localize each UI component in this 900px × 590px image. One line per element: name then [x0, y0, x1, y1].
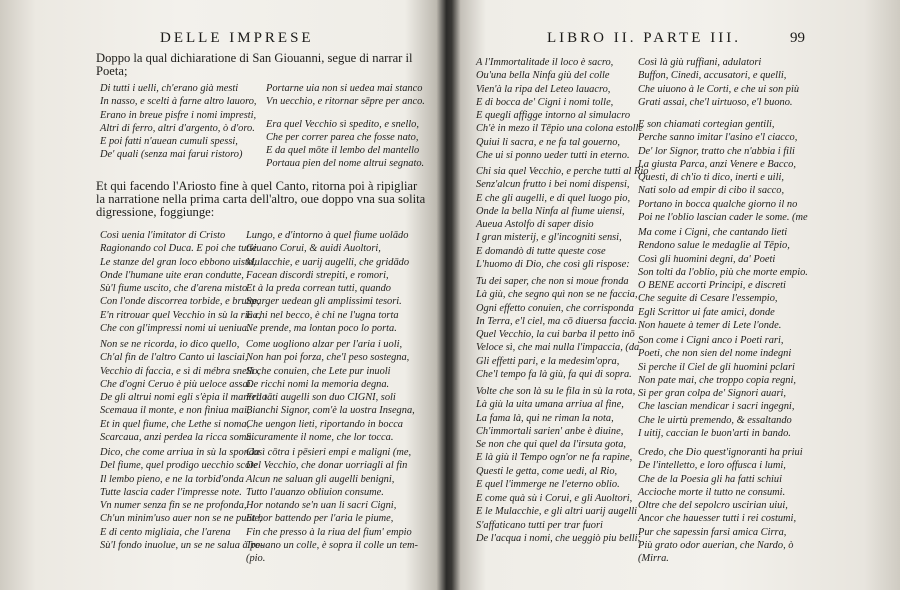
verse-line: Credo, che Dio quest'ignoranti ha priui	[638, 447, 803, 458]
verse-line: Portarne uia non si uedea mai stanco	[266, 83, 423, 94]
verse-line: Sù'l fiume uscito, che d'arena misto	[100, 283, 248, 294]
verse-line: Così uenia l'imitator di Cristo	[100, 230, 226, 241]
verse-line: Ancor che hauesser tutti i rei costumi,	[638, 513, 797, 525]
verse-line: Con l'onde discorrea torbide, e brutte,	[100, 296, 260, 308]
verse-line: Alcun ne saluan gli augelli benigni,	[246, 473, 395, 485]
verse-line: Egli Scrittor ui fate amici, donde	[638, 306, 775, 318]
verse-line: Hor notando se'n uan li sacri Cigni,	[246, 500, 397, 511]
verse-line: Che de la Poesia gli ha fatti schiui	[638, 473, 783, 485]
verse-line: Del fiume, quel prodigo uecchio scote	[100, 460, 258, 472]
page-number: 99	[790, 30, 805, 46]
right-running-head: LIBRO II. PARTE III.	[547, 30, 741, 46]
verse-line: E poi fatti n'auean cumuli spessi,	[100, 136, 238, 147]
verse-line: Facean discordi strepiti, e romori,	[246, 269, 389, 281]
verse-line: Ma come i Cigni, che cantando lieti	[638, 227, 788, 238]
verse-line: Ogni effetto conuien, che corrisponda	[476, 302, 634, 314]
verse-line: Accioche morte il tutto ne consumi.	[638, 486, 786, 498]
verse-line: Et à la preda correan tutti, quando	[246, 283, 391, 294]
verse-line: Se non che qui quel da l'irsuta gota,	[476, 439, 626, 450]
verse-line: Questi, di ch'io ti dico, inerti e uili,	[638, 172, 784, 183]
verse-line: Ch'è in mezo il Tēpio una colona estolle	[476, 123, 644, 135]
verse-line: Tutte lascia cader l'impresse note.	[100, 486, 242, 498]
verse-line: Sù'l fondo inuolue, un se ne salua à pe-	[100, 539, 264, 551]
verse-line: Sicuramente il nome, che lor tocca.	[246, 431, 394, 443]
verse-stanza-left-f	[246, 446, 438, 565]
verse-stanza-left-a	[100, 229, 261, 335]
verse-stanza-left-e	[100, 446, 264, 552]
verse-line: Lungo, e d'intorno à quel fiume uolādo	[246, 230, 409, 241]
verse-line: E che gli augelli, e di quel luogo pio,	[476, 192, 631, 204]
verse-stanza-right-c	[476, 275, 640, 381]
verse-line: Oltre che del sepolcro uscirian uiui,	[638, 500, 788, 511]
verse-line: Son come i Cigni anco i Poeti rari,	[638, 335, 784, 346]
verse-line: Scemaua il monte, e non finiua mai,	[100, 405, 250, 417]
verse-line: Che con gl'impressi nomi ui ueniua.	[100, 322, 250, 334]
verse-line: E'n ritrouar quel Vecchio in sù la riua,	[100, 309, 261, 321]
verse-line: In Terra, e'l ciel, ma cō diuersa faccia.	[476, 315, 638, 327]
verse-line: I gran misterij, e gl'incogniti sensi,	[476, 232, 622, 244]
verse-line: Volte che son là su le fila in sù la rota,	[476, 386, 636, 397]
verse-line: Che ui si ponno ueder tutti in eterno.	[476, 149, 630, 161]
verse-line: S'affaticano tutti per trar fuori	[476, 519, 603, 531]
verse-line: Scarcaua, anzi perdea la ricca soma.	[100, 431, 255, 443]
intro-paragraph: Doppo la qual dichiaratione di San Giouanni, segue di narrar il Poeta;	[96, 51, 413, 78]
verse-stanza-left-d	[246, 338, 438, 444]
verse-line: Che uiuono à le Corti, e che ui son più	[638, 83, 800, 95]
verse-line: Poeti, che non sien del nome indegni	[638, 348, 792, 360]
verse-line: Fra tāti augelli son duo CIGNI, soli	[246, 392, 396, 403]
verse-line: Grati assai, che'l uirtuoso, e'l buono.	[638, 96, 793, 108]
verse-line: De' quali (senza mai farui ristoro)	[100, 149, 243, 161]
verse-line: Là giù la uita umana arriua al fine,	[476, 399, 624, 411]
verse-line: Portano in bocca qualche giorno il no	[638, 198, 798, 210]
verse-line: Che lascian mendicar i sacri ingegni,	[638, 401, 795, 413]
verse-line: E di cento migliaia, che l'arena	[100, 526, 231, 538]
verse-stanza-right-i	[638, 334, 810, 440]
verse-line: Vn uecchio, e ritornar sēpre per anco.	[266, 96, 425, 108]
verse-line: Che uengon lieti, riportando in bocca	[246, 418, 403, 430]
verse-line: Onde la bella Ninfa al fiume uiensi,	[476, 205, 625, 217]
verse-line: E là giù il Tempo ogn'or ne fa rapine,	[476, 452, 633, 464]
verse-line: Come uogliono alzar per l'aria i uoli,	[246, 339, 403, 350]
right-page	[452, 0, 900, 590]
verse-line: Ch'un minim'uso auer non se ne puote,	[100, 513, 262, 525]
verse-line: Le stanze del gran loco ebbono uisto,	[100, 256, 256, 268]
verse-line: Onde l'humane uite eran condutte,	[100, 269, 244, 281]
verse-line: E come quà sù i Corui, e gli Auoltori,	[476, 493, 633, 504]
verse-line: Vn numer senza fin se ne profonda,	[100, 500, 247, 511]
verse-line: Vecchio di faccia, e sì di mébra snello,	[100, 365, 261, 377]
verse-line: Poi ne l'oblio lascian cader le some. (me	[638, 211, 808, 223]
verse-line: Chi sia quel Vecchio, e perche tutti al Rio	[476, 166, 649, 177]
verse-line: Che seguite di Cesare l'essempio,	[638, 293, 778, 305]
verse-line: Ragionando col Duca. E poi che tutte	[100, 243, 257, 255]
verse-line: Il lembo pieno, e ne la torbid'onda	[100, 473, 244, 485]
verse-line: Che per correr parea che fosse nato,	[266, 131, 419, 143]
verse-line: Quel Vecchio, la cui barba il petto inō	[476, 329, 635, 340]
verse-line: Mulacchie, e uarij augelli, che gridādo	[246, 256, 410, 268]
verse-line: Questi le getta, come uedi, al Rio,	[476, 465, 618, 477]
verse-line: E le Mulacchie, e gli altri uarij augelli	[476, 506, 638, 518]
verse-column-top-right	[266, 82, 438, 171]
verse-stanza-right-b	[476, 165, 649, 271]
verse-line: Dico, che come arriua in sù la sponda	[100, 447, 260, 458]
verse-line: De l'intelletto, e loro offusca i lumi,	[638, 460, 786, 472]
verse-line: L'huomo di Dio, che così gli rispose:	[476, 258, 630, 270]
verse-line: Vien'à la ripa del Leteo lauacro,	[476, 83, 611, 95]
verse-line: La giusta Parca, anzi Venere e Bacco,	[638, 158, 796, 170]
verse-line: Trouano un colle, è sopra il colle un tem-	[246, 539, 418, 551]
verse-line: E da quel mōte il lembo del mantello	[266, 145, 420, 156]
verse-line: De ricchi nomi la memoria degna.	[246, 378, 390, 390]
verse-stanza-right-a	[476, 56, 644, 162]
verse-line: Bianchi Signor, com'è la uostra Insegna,	[246, 405, 415, 417]
verse-line: E chi nel becco, è chi ne l'ugna torta	[246, 309, 399, 321]
verse-line: Nati solo ad empir di cibo il sacco,	[638, 185, 785, 197]
verse-line: Sparger uedean gli amplissimi tesori.	[246, 296, 402, 308]
verse-line: Era quel Vecchio sì spedito, e snello,	[266, 118, 419, 130]
verse-line: E quel l'immerge ne l'eterno oblio.	[476, 478, 620, 490]
verse-line: Sì perche il Ciel de gli huomini pclari	[638, 361, 795, 373]
verse-line: Quiui li sacra, e ne fa tal gouerno,	[476, 136, 621, 148]
verse-line: Aueua Astolfo di saper disio	[476, 219, 594, 230]
verse-line	[266, 109, 438, 118]
verse-line: Pur che sapessin farsi amica Cirra,	[638, 526, 787, 538]
verse-line: E son chiamati cortegian gentili,	[638, 119, 775, 130]
verse-line: Giuano Corui, & auidi Auoltori,	[246, 243, 381, 255]
verse-line: Et hor battendo per l'aria le piume,	[246, 513, 394, 525]
verse-line: Del Vecchio, che donar uorriagli al fin	[246, 460, 408, 472]
verse-line: Et in quel fiume, che Lethe si noma,	[100, 418, 250, 430]
narration-paragraph: Et qui facendo l'Ariosto fine à quel Canto, ritorna poi à ripigliar la narratione nella prima carta dell'altro, oue doppo vna sua solita digressione, foggiunge:	[96, 179, 426, 219]
verse-stanza-right-e	[476, 492, 641, 545]
verse-line: Buffon, Cinedi, accusatori, e quelli,	[638, 70, 787, 82]
verse-line: Che le uirtù premendo, & essaltando	[638, 414, 792, 426]
verse-stanza-right-g	[638, 118, 810, 224]
verse-line: Tutto l'auanzo obliuion consume.	[246, 486, 384, 498]
verse-line: De l'acqua i nomi, che ueggiò piu belli;	[476, 532, 641, 544]
verse-line: Erano in breue pisfre i nomi impresti,	[100, 109, 257, 121]
verse-line: Sì per gran colpa de' Signori auari,	[638, 388, 786, 399]
verse-line: Tu dei saper, che non si moue fronda	[476, 276, 629, 287]
verse-line: Là giù, che segno quì non se ne faccia,	[476, 289, 638, 301]
verse-line: Ne prende, ma lontan poco lo porta.	[246, 322, 397, 334]
verse-stanza-right-j	[638, 446, 810, 565]
verse-line: E domandò di tutte queste cose	[476, 245, 606, 257]
verse-line: E quegli affigge intorno al simulacro	[476, 110, 631, 121]
verse-line: (Mirra.	[638, 553, 669, 564]
verse-line: Gli effetti pari, e la medesim'opra,	[476, 355, 620, 367]
verse-line: Son tolti da l'oblio, più che morte empio.	[638, 266, 808, 278]
verse-stanza-left-b	[246, 229, 438, 335]
verse-line: Fin che presso à la riua del fium' empio	[246, 526, 412, 538]
verse-line: Ch'al fin de l'altro Canto ui lasciai,	[100, 352, 248, 364]
verse-line: Che d'ogni Ceruo è più ueloce assai.	[100, 378, 254, 390]
verse-line: I uitij, caccian le buon'arti in bando.	[638, 427, 791, 439]
verse-line: Non han poi forza, che'l peso sostegna,	[246, 352, 410, 364]
verse-line: De gli altrui nomi egli s'èpia il mantello	[100, 392, 268, 403]
verse-stanza-right-h	[638, 226, 810, 332]
verse-line: Che'l tempo fa là giù, fa qui di sopra.	[476, 368, 632, 380]
verse-line: La fama là, qui ne riman la nota,	[476, 412, 614, 424]
verse-line: Veloce sì, che mai nulla l'impaccia, (da	[476, 342, 640, 354]
verse-line: Sì che conuien, che Lete pur inuoli	[246, 365, 391, 377]
verse-stanza-right-f	[638, 56, 810, 109]
verse-line: Portaua pien del nome altrui segnato.	[266, 158, 425, 170]
left-running-head: DELLE IMPRESE	[160, 30, 314, 46]
verse-column-top-left	[100, 82, 266, 162]
left-page	[0, 0, 440, 590]
verse-stanza-right-d	[476, 385, 634, 491]
verse-line: Così là giù ruffiani, adulatori	[638, 57, 762, 68]
verse-line: Ch'immortali sarien' anbe è diuine,	[476, 425, 624, 437]
verse-line: (pio.	[246, 553, 266, 564]
verse-line: Così cōtra i pēsieri empi e maligni (me,	[246, 447, 412, 458]
verse-line: Rendono salue le medaglie al Tēpio,	[638, 240, 790, 252]
verse-line: O BENE accorti Principi, e discreti	[638, 280, 786, 291]
verse-line: In nasso, e scelti à farne altro lauoro,	[100, 96, 257, 108]
verse-line: Così gli huomini degni, da' Poeti	[638, 253, 776, 265]
verse-stanza-left-c	[100, 338, 268, 444]
verse-line: Di tutti i uelli, ch'erano già mesti	[100, 83, 239, 94]
verse-line: Ou'una bella Ninfa giù del colle	[476, 70, 610, 82]
verse-line: Altri di ferro, altri d'argento, ò d'oro.	[100, 122, 255, 134]
verse-line: Perche sanno imitar l'asino e'l ciacco,	[638, 132, 798, 144]
verse-line: Non hauete à temer di Lete l'onde.	[638, 319, 782, 331]
verse-line: Non pate mai, che troppo copia regni,	[638, 374, 796, 386]
verse-line: E di bocca de' Cigni i nomi tolle,	[476, 96, 614, 108]
verse-line: De' lor Signor, tratto che n'abbia i fili	[638, 145, 795, 157]
verse-line: A l'Immortalitade il loco è sacro,	[476, 57, 614, 68]
verse-line: Non se ne ricorda, io dico quello,	[100, 339, 240, 350]
verse-line: Più grato odor auerian, che Nardo, ò	[638, 539, 794, 551]
verse-line: Senz'alcun frutto i bei nomi dispensi,	[476, 179, 630, 191]
